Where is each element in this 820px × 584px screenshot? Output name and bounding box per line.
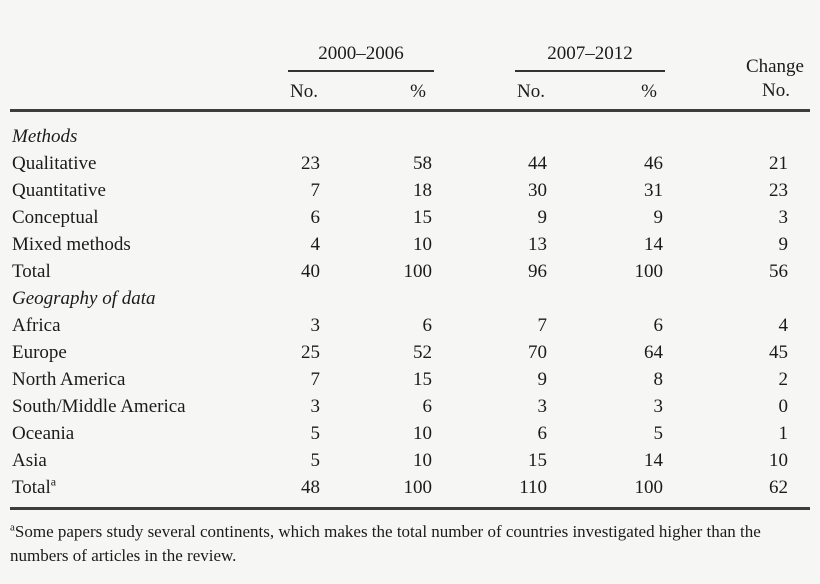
value-cell: 5 bbox=[310, 450, 320, 471]
value-cell: 3 bbox=[310, 315, 320, 336]
table-row bbox=[10, 149, 810, 176]
table-footnote bbox=[10, 520, 810, 568]
value-cell: 7 bbox=[310, 180, 320, 201]
table-header bbox=[10, 26, 810, 111]
value-cell: 44 bbox=[528, 153, 547, 174]
value-cell: 23 bbox=[301, 153, 320, 174]
value-cell: 62 bbox=[665, 473, 810, 509]
footnote-text: Some papers study several continents, which makes the total number of countries investigated higher than the numbers of articles in the review. bbox=[10, 522, 761, 565]
value-cell: 5 bbox=[653, 423, 663, 444]
table-row bbox=[10, 311, 810, 338]
value-cell: 31 bbox=[644, 180, 663, 201]
value-cell: 100 bbox=[549, 473, 665, 509]
value-cell: 14 bbox=[644, 234, 663, 255]
value-cell: 5 bbox=[310, 423, 320, 444]
value-cell: 110 bbox=[434, 473, 549, 509]
table-body bbox=[10, 111, 810, 509]
empty-header-cell bbox=[10, 72, 280, 111]
value-cell: 15 bbox=[413, 207, 432, 228]
value-cell: 96 bbox=[528, 261, 547, 282]
empty-cell bbox=[665, 111, 810, 150]
value-cell: 18 bbox=[413, 180, 432, 201]
value-cell: 56 bbox=[769, 261, 788, 282]
section-header-row bbox=[10, 284, 810, 311]
empty-cell bbox=[322, 284, 434, 311]
table-row bbox=[10, 338, 810, 365]
value-cell: 40 bbox=[301, 261, 320, 282]
change-column-header bbox=[665, 26, 810, 111]
table-row bbox=[10, 473, 810, 509]
value-cell: 100 bbox=[403, 261, 432, 282]
value-cell: 70 bbox=[528, 342, 547, 363]
subheader-no-2000-2006: No. bbox=[280, 72, 322, 111]
value-cell: 48 bbox=[280, 473, 322, 509]
value-cell: 10 bbox=[413, 234, 432, 255]
section-title: Geography of data bbox=[12, 288, 156, 309]
value-cell: 7 bbox=[310, 369, 320, 390]
row-label: Oceania bbox=[12, 423, 75, 444]
change-header-line2: No. bbox=[762, 80, 790, 101]
row-label: Conceptual bbox=[12, 207, 99, 228]
value-cell: 9 bbox=[653, 207, 663, 228]
value-cell: 3 bbox=[778, 207, 788, 228]
value-cell: 7 bbox=[537, 315, 547, 336]
table-row bbox=[10, 176, 810, 203]
empty-cell bbox=[434, 284, 549, 311]
value-cell: 64 bbox=[644, 342, 663, 363]
column-group-2007-2012 bbox=[515, 43, 665, 72]
empty-header-cell bbox=[10, 26, 280, 72]
row-label: North America bbox=[12, 369, 126, 390]
row-label: Total$^a$ bbox=[10, 473, 280, 509]
subheader-no-2007-2012: No. bbox=[434, 72, 549, 111]
data-table bbox=[10, 26, 810, 510]
value-cell: 8 bbox=[653, 369, 663, 390]
row-label: Total bbox=[12, 261, 51, 282]
row-label: Qualitative bbox=[12, 153, 97, 174]
table-row bbox=[10, 419, 810, 446]
subheader-pct-2007-2012: % bbox=[549, 72, 665, 111]
value-cell: 4 bbox=[778, 315, 788, 336]
table-figure bbox=[10, 26, 810, 568]
table-row bbox=[10, 392, 810, 419]
value-cell: 52 bbox=[413, 342, 432, 363]
row-label: South/Middle America bbox=[12, 396, 186, 417]
section-title: Methods bbox=[12, 126, 78, 147]
value-cell: 10 bbox=[769, 450, 788, 471]
value-cell: 45 bbox=[769, 342, 788, 363]
value-cell: 0 bbox=[778, 396, 788, 417]
table-row bbox=[10, 257, 810, 284]
footnote-marker: a bbox=[10, 521, 15, 534]
value-cell: 1 bbox=[778, 423, 788, 444]
value-cell: 14 bbox=[644, 450, 663, 471]
value-cell: 30 bbox=[528, 180, 547, 201]
empty-cell bbox=[665, 284, 810, 311]
column-group-2000-2006 bbox=[288, 43, 434, 72]
table-row bbox=[10, 230, 810, 257]
value-cell: 10 bbox=[413, 423, 432, 444]
value-cell: 9 bbox=[537, 369, 547, 390]
empty-cell bbox=[434, 111, 549, 150]
column-group-row bbox=[10, 26, 810, 72]
empty-cell bbox=[280, 284, 322, 311]
row-label: Asia bbox=[12, 450, 47, 471]
empty-cell bbox=[549, 284, 665, 311]
table-row bbox=[10, 446, 810, 473]
value-cell: 2 bbox=[778, 369, 788, 390]
value-cell: 46 bbox=[644, 153, 663, 174]
empty-cell bbox=[280, 111, 322, 150]
value-cell: 9 bbox=[537, 207, 547, 228]
table-row bbox=[10, 203, 810, 230]
value-cell: 100 bbox=[322, 473, 434, 509]
footnote-marker: a bbox=[50, 474, 57, 489]
table-row bbox=[10, 365, 810, 392]
value-cell: 15 bbox=[413, 369, 432, 390]
subheader-pct-2000-2006: % bbox=[322, 72, 434, 111]
row-label: Africa bbox=[12, 315, 61, 336]
value-cell: 23 bbox=[769, 180, 788, 201]
empty-cell bbox=[322, 111, 434, 150]
value-cell: 6 bbox=[422, 315, 432, 336]
value-cell: 21 bbox=[769, 153, 788, 174]
value-cell: 9 bbox=[778, 234, 788, 255]
value-cell: 100 bbox=[634, 261, 663, 282]
value-cell: 58 bbox=[413, 153, 432, 174]
value-cell: 3 bbox=[537, 396, 547, 417]
value-cell: 6 bbox=[653, 315, 663, 336]
value-cell: 6 bbox=[537, 423, 547, 444]
change-header-line1: Change bbox=[745, 56, 804, 77]
column-group-label: 2000–2006 bbox=[318, 43, 404, 64]
value-cell: 13 bbox=[528, 234, 547, 255]
section-header-row bbox=[10, 111, 810, 150]
row-label: Quantitative bbox=[12, 180, 106, 201]
value-cell: 10 bbox=[413, 450, 432, 471]
value-cell: 6 bbox=[422, 396, 432, 417]
column-group-cell-2 bbox=[434, 26, 665, 72]
column-group-label: 2007–2012 bbox=[547, 43, 633, 64]
value-cell: 25 bbox=[301, 342, 320, 363]
value-cell: 3 bbox=[653, 396, 663, 417]
value-cell: 4 bbox=[310, 234, 320, 255]
row-label: Mixed methods bbox=[12, 234, 131, 255]
value-cell: 3 bbox=[310, 396, 320, 417]
column-group-cell-1 bbox=[280, 26, 434, 72]
value-cell: 15 bbox=[528, 450, 547, 471]
row-label: Europe bbox=[12, 342, 67, 363]
value-cell: 6 bbox=[310, 207, 320, 228]
empty-cell bbox=[549, 111, 665, 150]
